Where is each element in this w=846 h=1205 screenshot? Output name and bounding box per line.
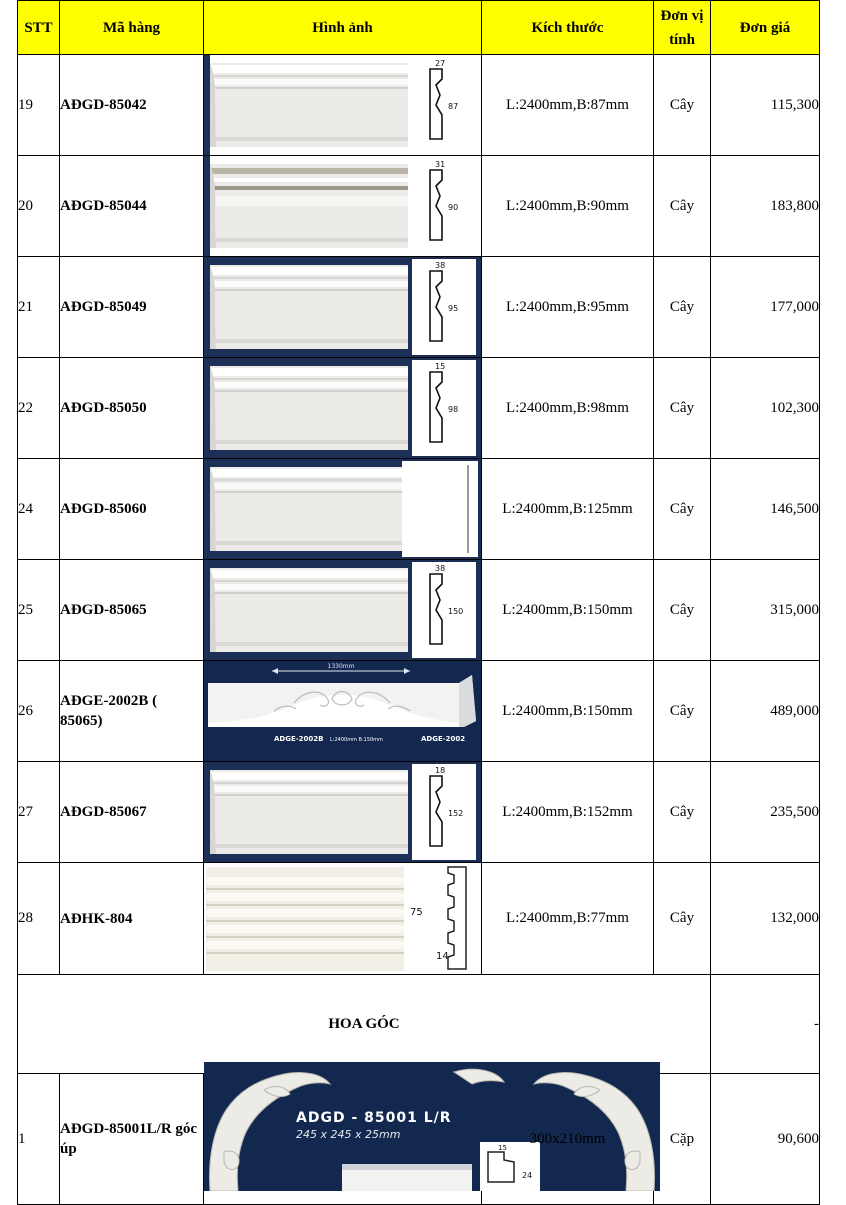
profile-height-label: 87 [448, 102, 459, 111]
row-stt: 25 [18, 560, 60, 661]
table-row [18, 560, 820, 661]
row-size: L:2400mm,B:125mm [482, 459, 654, 560]
row-price: 183,800 [711, 156, 820, 257]
row-unit: Cây [654, 55, 711, 156]
row-price: 146,500 [711, 459, 820, 560]
row-size: L:2400mm,B:98mm [482, 358, 654, 459]
table-row [18, 156, 820, 257]
row-size: L:2400mm,B:87mm [482, 55, 654, 156]
header-price: Đơn giá [711, 1, 820, 55]
row-unit: Cây [654, 560, 711, 661]
row-unit: Cây [654, 257, 711, 358]
molding-image [204, 762, 482, 862]
row-code: AĐGD-85044 [60, 156, 204, 257]
price-table [17, 0, 820, 1205]
row-unit: Cây [654, 863, 711, 975]
profile-height-label: 98 [448, 405, 459, 414]
molding-image [204, 560, 482, 660]
row-code: AĐHK-804 [60, 863, 204, 975]
row-code: AĐGD-85060 [60, 459, 204, 560]
section-price: - [711, 975, 820, 1074]
profile-width-label: 27 [435, 59, 446, 68]
profile-height-label: 95 [448, 304, 459, 313]
row-size: L:2400mm,B:77mm [482, 863, 654, 975]
row-unit: Cây [654, 358, 711, 459]
row-size: L:2400mm,B:152mm [482, 762, 654, 863]
row-price: 177,000 [711, 257, 820, 358]
header-stt: STT [18, 1, 60, 55]
row-code: AĐGD-85050 [60, 358, 204, 459]
row-stt: 26 [18, 661, 60, 762]
row-image [204, 863, 482, 975]
profile-width-label: 38 [435, 261, 446, 270]
corner-dim-a: 15 [498, 1144, 507, 1152]
ornate-molding-image [204, 661, 482, 761]
profile-width-label: 38 [435, 564, 446, 573]
profile-width-label: 18 [435, 766, 446, 775]
row-size: L:2400mm,B:90mm [482, 156, 654, 257]
row-code: AĐGD-85042 [60, 55, 204, 156]
corner-dim-b: 24 [522, 1171, 533, 1180]
profile-width-label: 31 [435, 160, 446, 169]
row-size: L:2400mm,B:95mm [482, 257, 654, 358]
molding-image [204, 358, 482, 458]
row-image [204, 55, 482, 156]
table-row [18, 762, 820, 863]
row-size: L:2400mm,B:150mm [482, 560, 654, 661]
molding-image [204, 156, 482, 256]
row-code: AĐGD-85001L/R góc úp [60, 1074, 204, 1205]
image-dim-b: 14 [436, 951, 449, 962]
molding-image [204, 459, 482, 559]
row-unit: Cây [654, 459, 711, 560]
header-code: Mã hàng [60, 1, 204, 55]
row-unit: Cặp [654, 1074, 711, 1205]
row-code: AĐGD-85067 [60, 762, 204, 863]
row-image [204, 560, 482, 661]
image-dim-top: 1330mm [327, 663, 355, 670]
corner-image-subtitle: 245 x 245 x 25mm [296, 1128, 401, 1141]
section-row [18, 975, 820, 1074]
row-code: AĐGD-85065 [60, 560, 204, 661]
row-size: L:2400mm,B:150mm [482, 661, 654, 762]
profile-height-label: 152 [448, 809, 464, 818]
row-image [204, 459, 482, 560]
row-image [204, 358, 482, 459]
row-stt: 22 [18, 358, 60, 459]
table-row [18, 257, 820, 358]
row-price: 102,300 [711, 358, 820, 459]
header-size: Kích thước [482, 1, 654, 55]
molding-image [204, 257, 482, 357]
row-image [204, 156, 482, 257]
row-price: 90,600 [711, 1074, 820, 1205]
image-label-mid: L:2400mm B:150mm [330, 737, 383, 743]
fluted-molding-image [204, 863, 482, 974]
row-code: AĐGD-85049 [60, 257, 204, 358]
row-unit: Cây [654, 661, 711, 762]
row-price: 489,000 [711, 661, 820, 762]
table-row [18, 358, 820, 459]
row-image [204, 661, 482, 762]
row-stt: 28 [18, 863, 60, 975]
row-stt: 20 [18, 156, 60, 257]
row-price: 115,300 [711, 55, 820, 156]
row-unit: Cây [654, 762, 711, 863]
row-stt: 27 [18, 762, 60, 863]
row-size-text: 300x210mm [529, 1130, 606, 1147]
profile-height-label: 90 [448, 203, 459, 212]
table-row [18, 55, 820, 156]
row-unit: Cây [654, 156, 711, 257]
corner-image-title: ADGD - 85001 L/R [296, 1110, 452, 1126]
row-image [204, 762, 482, 863]
corner-ornament-image [204, 1062, 660, 1191]
profile-height-label: 150 [448, 607, 464, 616]
row-price: 315,000 [711, 560, 820, 661]
section-title: HOA GÓC [18, 975, 711, 1074]
image-label-left: ADGE-2002B [274, 735, 324, 743]
profile-width-label: 15 [435, 362, 446, 371]
row-stt: 19 [18, 55, 60, 156]
row-price: 132,000 [711, 863, 820, 975]
image-dim-a: 75 [410, 907, 423, 918]
row-stt: 24 [18, 459, 60, 560]
image-label-right: ADGE-2002 [421, 735, 466, 743]
row-image [204, 257, 482, 358]
row-stt: 1 [18, 1074, 60, 1205]
molding-image [204, 55, 482, 155]
table-row [18, 459, 820, 560]
row-price: 235,500 [711, 762, 820, 863]
header-unit: Đơn vị tính [654, 1, 711, 55]
header-row [18, 1, 820, 55]
row-stt: 21 [18, 257, 60, 358]
header-image: Hình ảnh [204, 1, 482, 55]
table-row [18, 863, 820, 975]
table-row [18, 661, 820, 762]
row-code: AĐGE-2002B ( 85065) [60, 661, 204, 762]
